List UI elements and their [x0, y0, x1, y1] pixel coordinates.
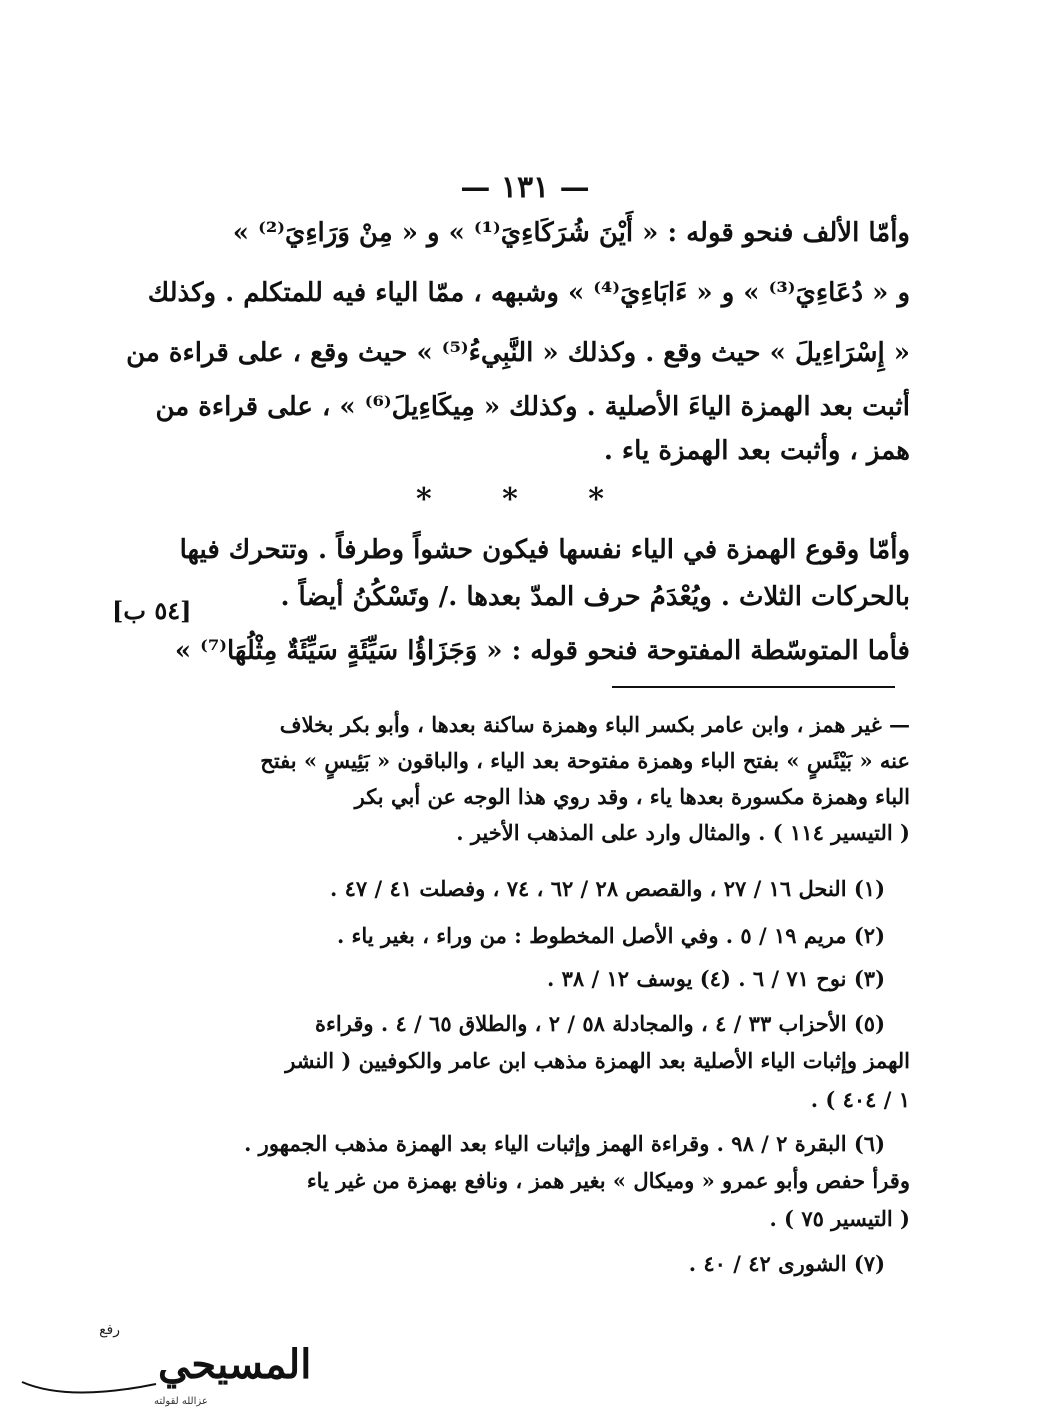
svg-text:رفع: رفع — [99, 1322, 120, 1338]
main-line-7: بالحركات الثلاث . ويُعْدَمُ حرف المدّ بعدها ./ وتَسْكُنُ أيضاً . — [280, 582, 910, 612]
footnote-1: (١) النحل ١٦ / ٢٧ ، والقصص ٢٨ / ٦٢ ، ٧٤ ، وفصلت ٤١ / ٤٧ . — [329, 876, 885, 901]
footnote-5: (٥) الأحزاب ٣٣ / ٤ ، والمجادلة ٥٨ / ٢ ، والطلاق ٦٥ / ٤ . وقراءة — [315, 1011, 885, 1036]
footnote-line-3: الباء وهمزة مكسورة بعدها ياء ، وقد روي هذا الوجه عن أبي بكر — [354, 784, 910, 809]
footnote-2: (٢) مريم ١٩ / ٥ . وفي الأصل المخطوط : من وراء ، بغير ياء . — [336, 923, 885, 948]
footnote-6-cont-2: ( التيسير ٧٥ ) . — [769, 1206, 910, 1231]
main-line-4: أثبت بعد الهمزة الياءَ الأصلية . وكذلك « مِيكَاءِيلَ⁽⁶⁾ » ، على قراءة من — [155, 392, 910, 422]
section-stars: * * * — [416, 482, 634, 517]
main-line-6: وأمّا وقوع الهمزة في الياء نفسها فيكون حشواً وطرفاً . وتتحرك فيها — [179, 535, 910, 565]
main-line-2: و « دُعَاءِيَ⁽³⁾ » و « ءَابَاءِيَ⁽⁴⁾ » وشبهه ، ممّا الياء فيه للمتكلم . وكذلك — [147, 278, 910, 308]
footnote-6-cont-1: وقرأ حفص وأبو عمرو « وميكال » بغير همز ، ونافع بهمزة من غير ياء — [306, 1168, 910, 1193]
footnote-5-cont-2: ١ / ٤٠٤ ) . — [810, 1087, 910, 1112]
footnote-line-1: — غير همز ، وابن عامر بكسر الباء وهمزة ساكنة بعدها ، وأبو بكر بخلاف — [279, 712, 910, 737]
footnote-6: (٦) البقرة ٢ / ٩٨ . وقراءة الهمز وإثبات الياء بعد الهمزة مذهب الجمهور . — [244, 1131, 885, 1156]
footnote-separator — [612, 686, 895, 688]
footnote-line-4: ( التيسير ١١٤ ) . والمثال وارد على المذهب الأخير . — [456, 820, 910, 845]
calligraphy-logo-icon — [8, 1312, 312, 1412]
main-line-8: فأما المتوسّطة المفتوحة فنحو قوله : « وَجَزَاؤُا سَيِّئَةٍ سَيِّئَةٌ مِثْلُهَا⁽⁷⁾ » — [174, 636, 910, 666]
main-line-5: همز ، وأثبت بعد الهمزة ياء . — [603, 436, 910, 466]
footnote-3-4: (٣) نوح ٧١ / ٦ . (٤) يوسف ١٢ / ٣٨ . — [547, 966, 885, 991]
svg-text:عزالله لقولته: عزالله لقولته — [154, 1396, 208, 1407]
footnote-5-cont-1: الهمز وإثبات الياء الأصلية بعد الهمزة مذهب ابن عامر والكوفيين ( النشر — [285, 1048, 910, 1073]
footnote-7: (٧) الشورى ٤٢ / ٤٠ . — [688, 1251, 885, 1276]
main-line-3: « إِسْرَاءِيلَ » حيث وقع . وكذلك « النَّبِيءُ⁽⁵⁾ » حيث وقع ، على قراءة من — [126, 338, 910, 368]
svg-text:المسيحي: المسيحي — [158, 1341, 312, 1388]
main-line-1: وأمّا الألف فنحو قوله : « أَيْنَ شُرَكَاءِيَ⁽¹⁾ » و « مِنْ وَرَاءِيَ⁽²⁾ » — [232, 218, 910, 248]
manuscript-folio-note: [٥٤ ب] — [112, 596, 192, 625]
page-number: — ١٣١ — — [460, 170, 590, 205]
footnote-line-2: عنه « بَيْئَسٍ » بفتح الباء وهمزة مفتوحة بعد الياء ، والباقون « بَئِيسٍ » بفتح — [260, 748, 910, 773]
